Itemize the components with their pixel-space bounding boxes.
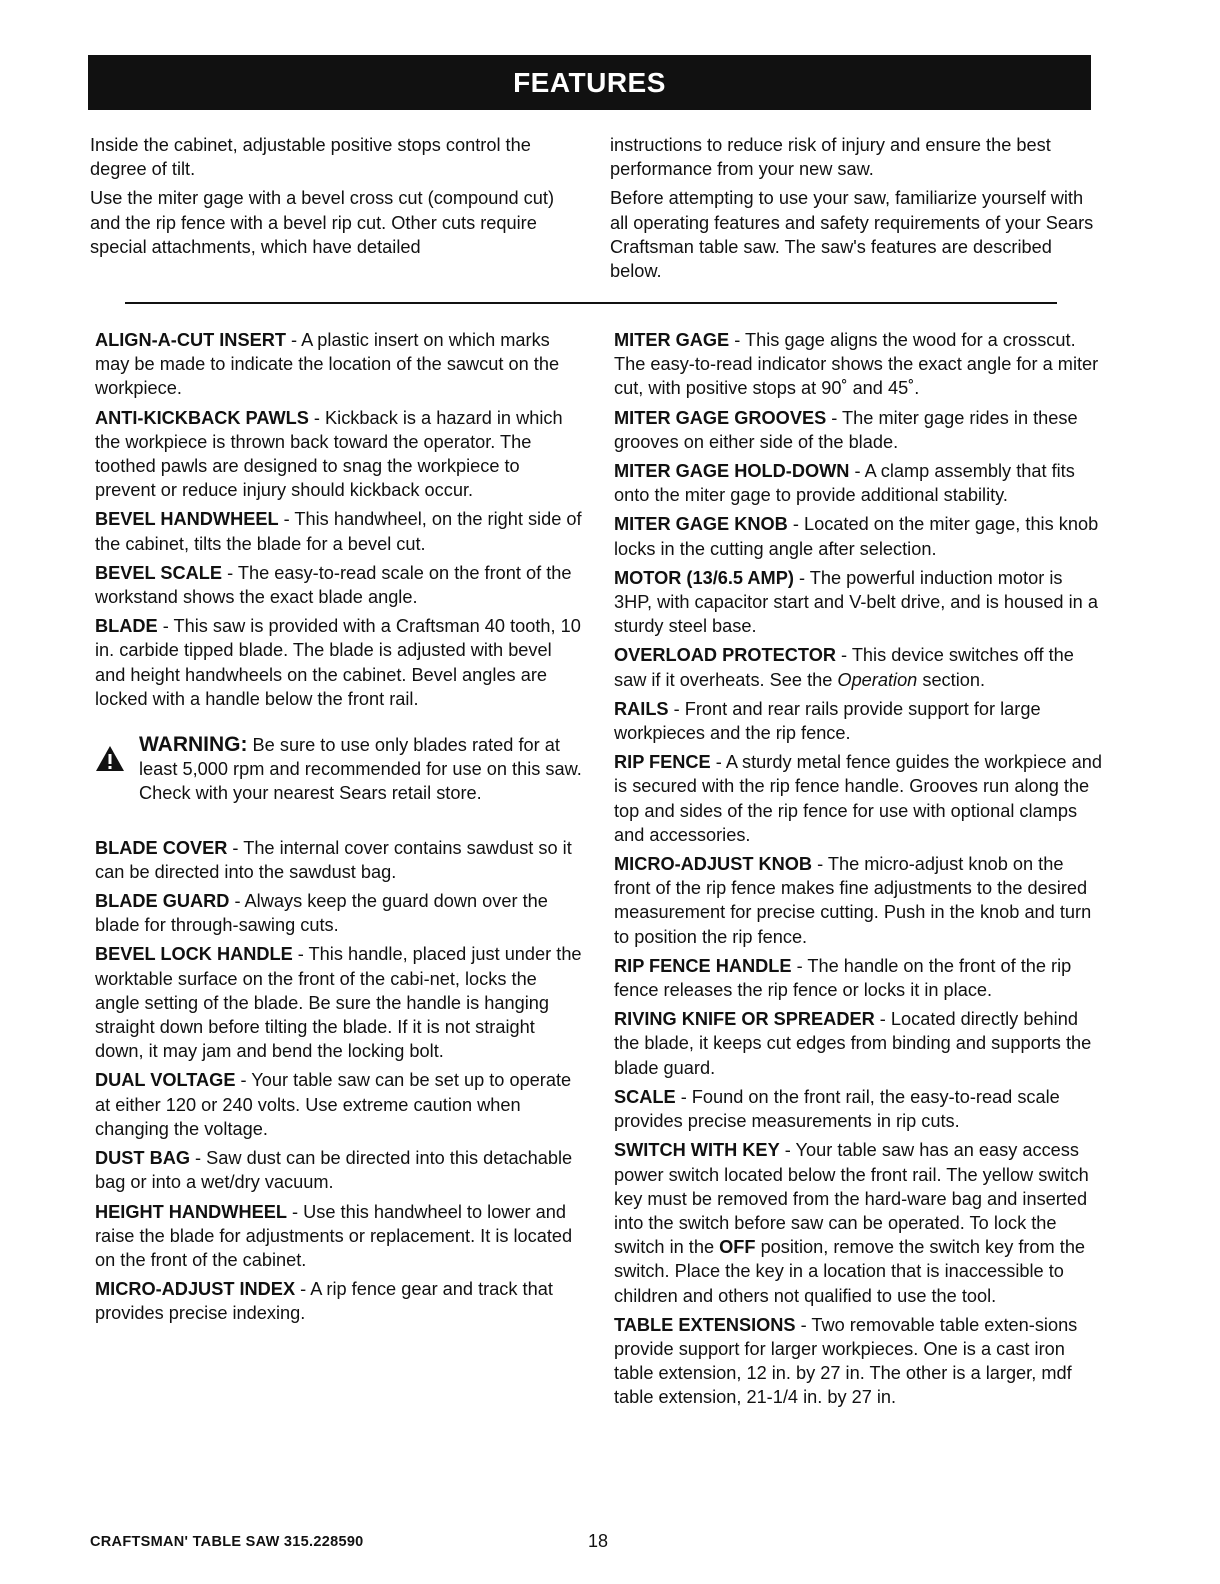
definition-item: [95, 406, 585, 503]
definition-term: DUAL VOLTAGE: [95, 1070, 236, 1091]
banner-title: FEATURES: [513, 66, 666, 98]
definition-text: - The micro-adjust knob on the front of the rip fence makes fine adjustments to the desired measurement for precise cutting. Push in the knob and turn to position the rip fence.: [614, 854, 1092, 947]
definition-text: - Saw dust can be directed into this detachable bag or into a wet/dry vacuum.: [95, 1148, 573, 1193]
definition-item: [95, 507, 585, 555]
definitions-left-column: [95, 328, 585, 1331]
warning-label: WARNING:: [139, 733, 248, 757]
definition-item: [614, 1138, 1104, 1307]
definition-text: - Front and rear rails provide support for large workpieces and the rip fence.: [614, 698, 1041, 744]
definition-text: - The powerful induction motor is 3HP, with capacitor start and V-belt drive, and is housed in a sturdy steel base.: [614, 567, 1098, 637]
definition-item: [614, 566, 1104, 639]
definition-term: TABLE EXTENSIONS: [614, 1314, 796, 1335]
definition-text: - This handle, placed just under the worktable surface on the front of the cabi-net, locks the angle setting of the blade. Be sure the handle is hanging straight down before tilting the blade. If it is not straight down, it may jam and bend the locking bolt.: [95, 944, 582, 1062]
footer-brand: CRAFTSMAN' TABLE SAW 315.228590: [90, 1534, 364, 1550]
features-banner: [88, 55, 1091, 110]
definition-term: RIVING KNIFE OR SPREADER: [614, 1009, 875, 1030]
definition-item: [614, 512, 1104, 560]
definition-term: MITER GAGE KNOB: [614, 514, 788, 535]
definition-text: - Located directly behind the blade, it keeps cut edges from binding and supports the blade guard.: [614, 1009, 1092, 1078]
definition-item: [95, 942, 585, 1063]
definition-text: - Always keep the guard down over the blade for through-sawing cuts.: [95, 891, 548, 936]
definition-item: [95, 889, 585, 937]
definition-text: - The miter gage rides in these grooves on either side of the blade.: [614, 407, 1078, 452]
definition-term: BLADE GUARD: [95, 891, 230, 912]
section-divider: [125, 302, 1057, 304]
definition-term: BEVEL HANDWHEEL: [95, 509, 279, 530]
definition-term: MICRO-ADJUST KNOB: [614, 854, 813, 875]
intro-paragraph: instructions to reduce risk of injury and ensure the best performance from your new saw.: [610, 135, 1051, 180]
definition-term: RIP FENCE HANDLE: [614, 955, 792, 976]
definition-item: [614, 643, 1104, 691]
definition-text: - Located on the miter gage, this knob locks in the cutting angle after selection.: [614, 514, 1099, 559]
definition-text: - Found on the front rail, the easy-to-read scale provides precise measurements in rip cuts.: [614, 1086, 1060, 1132]
intro-paragraph: Before attempting to use your saw, familiarize yourself with all operating features and safety requirements of your Sears Craftsman table saw. The saw's features are described below.: [610, 188, 1094, 282]
definition-text: - A plastic insert on which marks may be made to indicate the location of the sawcut on the workpiece.: [95, 330, 560, 399]
warning-text: Be sure to use only blades rated for at least 5,000 rpm and recommended for use on this saw. Check with your nearest Sears retail store.: [139, 735, 582, 804]
definitions-right-column: [614, 328, 1104, 1415]
definition-term: ALIGN-A-CUT INSERT: [95, 330, 286, 350]
definition-term: SCALE: [614, 1086, 676, 1107]
definition-text: - This saw is provided with a Craftsman 40 tooth, 10 in. carbide tipped blade. The blade is adjusted with bevel and height handwheels on the cabinet. Bevel angles are locked with a handle below the front rail.: [95, 616, 581, 709]
intro-right-column: [610, 133, 1100, 288]
definition-text: - The internal cover contains sawdust so it can be directed into the sawdust bag.: [95, 837, 572, 882]
definition-term: DUST BAG: [95, 1148, 190, 1169]
intro-paragraph: Inside the cabinet, adjustable positive stops control the degree of tilt.: [90, 135, 531, 180]
definition-text: - This gage aligns the wood for a crosscut. The easy-to-read indicator shows the exact angle for a miter cut, with positive stops at 90˚ and 45˚.: [614, 330, 1099, 399]
definition-term: OVERLOAD PROTECTOR: [614, 645, 836, 666]
definition-item: [614, 1085, 1104, 1133]
definition-term: ANTI-KICKBACK PAWLS: [95, 407, 309, 428]
definition-text: - Your table saw can be set up to operate at either 120 or 240 volts. Use extreme caution when changing the voltage.: [95, 1070, 572, 1139]
definition-text: - A rip fence gear and track that provides precise indexing.: [95, 1279, 553, 1324]
definition-text: - Kickback is a hazard in which the workpiece is thrown back toward the operator. The toothed pawls are designed to snag the workpiece to prevent or reduce injury should kickback occur.: [95, 407, 563, 501]
definition-term: RIP FENCE: [614, 752, 711, 773]
definition-item: [614, 406, 1104, 454]
definition-item: [95, 328, 585, 401]
definition-item: [614, 1313, 1104, 1410]
definition-term: SWITCH WITH KEY: [614, 1140, 780, 1161]
definition-item: [614, 459, 1104, 507]
definition-item: [95, 836, 585, 884]
page-number: 18: [588, 1531, 609, 1551]
definition-term: BLADE COVER: [95, 837, 228, 858]
warning-box: [95, 733, 585, 806]
definition-term: MITER GAGE: [614, 330, 730, 350]
definition-item: [614, 954, 1104, 1002]
definition-term: RAILS: [614, 698, 669, 719]
definition-text: - This device switches off the saw if it overheats. See the: [614, 645, 1074, 690]
intro-paragraph: Use the miter gage with a bevel cross cut (compound cut) and the rip fence with a bevel rip cut. Other cuts require special attachments, which have detailed: [90, 188, 554, 257]
definition-term: BEVEL LOCK HANDLE: [95, 944, 293, 965]
definition-item: [95, 561, 585, 609]
definition-text: - A clamp assembly that fits onto the miter gage to provide additional stability.: [614, 461, 1075, 506]
definition-text: - This handwheel, on the right side of the cabinet, tilts the blade for a bevel cut.: [95, 509, 582, 554]
definition-text: section.: [917, 669, 986, 690]
definition-text: - The easy-to-read scale on the front of the workstand shows the exact blade angle.: [95, 562, 572, 608]
definition-item: [614, 852, 1104, 949]
definition-text: position, remove the switch key from the switch. Place the key in a location that is inaccessible to children and others not qualified to use the tool.: [614, 1237, 1086, 1306]
definition-item: [95, 1068, 585, 1141]
definition-term: MICRO-ADJUST INDEX: [95, 1279, 296, 1300]
definition-item: [614, 328, 1104, 401]
off-position-label: OFF: [719, 1237, 756, 1258]
definition-text: - A sturdy metal fence guides the workpiece and is secured with the rip fence handle. Grooves run along the top and sides of the rip fence for use with optional clamps and accessories.: [614, 752, 1102, 845]
definition-text: - Use this handwheel to lower and raise the blade for adjustments or replacement. It is located on the front of the cabinet.: [95, 1201, 573, 1270]
definition-item: [95, 1277, 585, 1325]
definition-term: MITER GAGE HOLD-DOWN: [614, 461, 850, 482]
section-reference: Operation: [837, 669, 918, 690]
definition-item: [95, 1146, 585, 1194]
definition-item: [95, 614, 585, 711]
definition-item: [614, 750, 1104, 847]
definition-text: - Two removable table exten-sions provide support for larger workpieces. One is a cast iron table extension, 12 in. by 27 in. The other is a larger, mdf table extension, 21-1/4 in. by 27 in.: [614, 1314, 1078, 1408]
intro-left-column: [90, 133, 570, 264]
definition-item: [614, 1007, 1104, 1080]
definition-item: [95, 1200, 585, 1273]
definition-term: MOTOR (13/6.5 AMP): [614, 567, 794, 588]
definition-term: BEVEL SCALE: [95, 562, 223, 583]
definition-term: HEIGHT HANDWHEEL: [95, 1201, 287, 1222]
warning-triangle-icon: [95, 745, 125, 772]
definition-term: MITER GAGE GROOVES: [614, 407, 827, 428]
definition-term: BLADE: [95, 616, 158, 637]
definition-item: [614, 697, 1104, 745]
definition-text: - The handle on the front of the rip fence releases the rip fence or locks it in place.: [614, 955, 1072, 1001]
definition-text: - Your table saw has an easy access power switch located below the front rail. The yellow switch key must be removed from the hard-ware bag and inserted into the switch before saw can be operated. To lock the switch in the: [614, 1140, 1089, 1258]
